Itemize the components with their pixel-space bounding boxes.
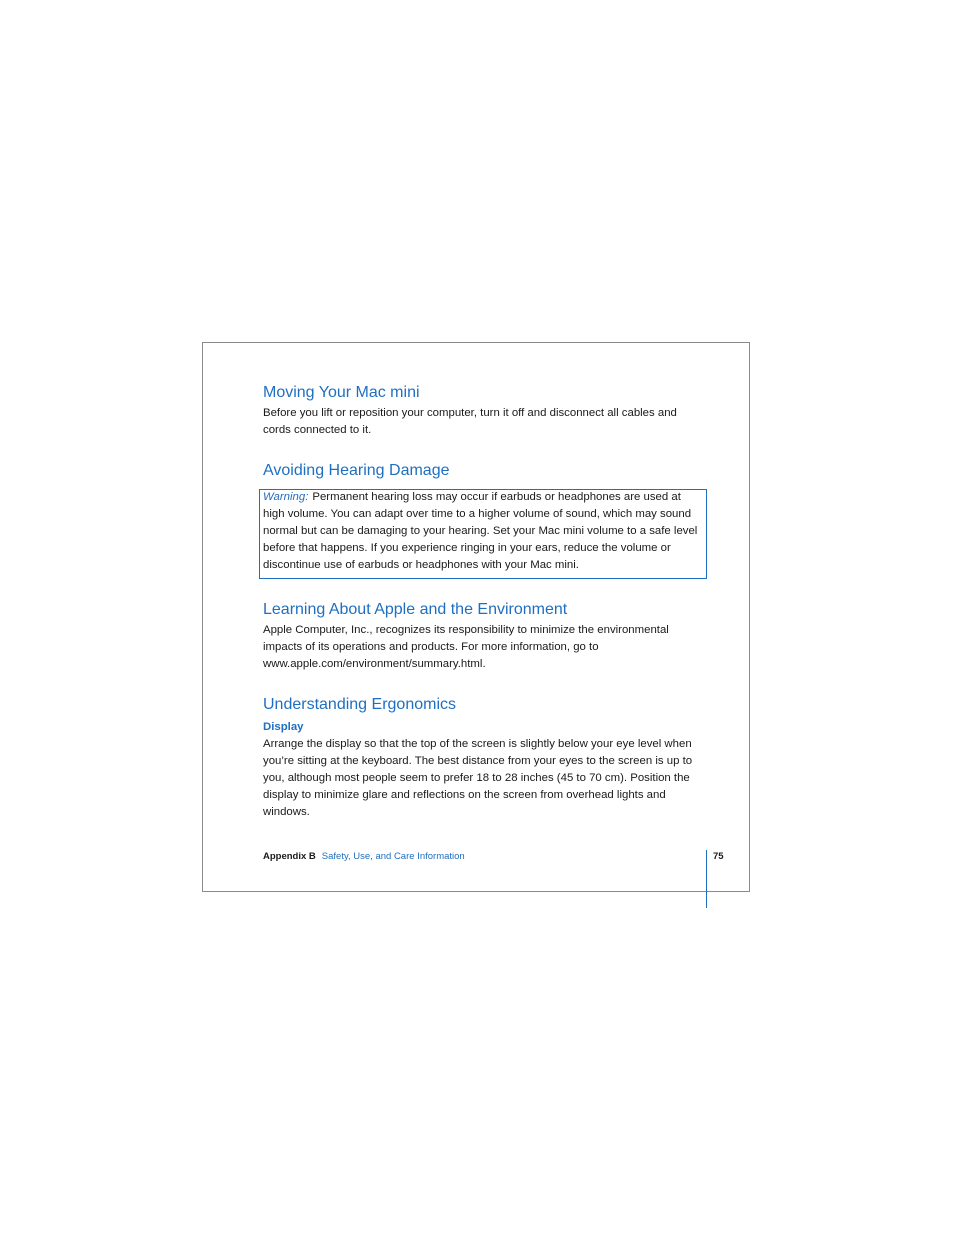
- heading-moving: Moving Your Mac mini: [263, 384, 420, 401]
- warning-text: Permanent hearing loss may occur if earbuds or headphones are used at high volume. You can adapt over time to a higher volume of sound, which may sound normal but can be damaging to your hearing. Set your Mac mini volume to a safe level before that happens. If you experience ringing in your ears, reduce the volume or discontinue use of earbuds or headphones with your Mac mini.: [263, 491, 698, 571]
- heading-hearing: Avoiding Hearing Damage: [263, 462, 450, 479]
- footer-appendix: Appendix B: [263, 851, 316, 862]
- section-moving: [263, 381, 705, 439]
- page-footer: [263, 850, 465, 864]
- section-hearing: [263, 459, 449, 483]
- subheading-display: Display: [263, 721, 304, 733]
- section-ergonomics: [263, 693, 705, 821]
- paragraph-environment: Apple Computer, Inc., recognizes its responsibility to minimize the environmental impacts of its operations and products. For more information, go to www.apple.com/environment/summary.html.: [263, 624, 669, 670]
- paragraph-moving: Before you lift or reposition your computer, turn it off and disconnect all cables and cords connected to it.: [263, 407, 677, 436]
- heading-environment: Learning About Apple and the Environment: [263, 601, 568, 618]
- footer-chapter-title: Safety, Use, and Care Information: [321, 851, 465, 862]
- page-number-rule: [706, 850, 707, 908]
- page-number: 75: [713, 851, 724, 862]
- warning-paragraph: [263, 489, 705, 574]
- paragraph-display: Arrange the display so that the top of the screen is slightly below your eye level when you’re sitting at the keyboard. The best distance from your eyes to the screen is up to you, although most people seem to prefer 18 to 28 inches (45 to 70 cm). Position the display to minimize glare and reflections on the screen from overhead lights and windows.: [263, 738, 693, 818]
- heading-ergonomics: Understanding Ergonomics: [263, 696, 456, 713]
- section-environment: [263, 598, 705, 673]
- warning-label: Warning:: [263, 491, 309, 503]
